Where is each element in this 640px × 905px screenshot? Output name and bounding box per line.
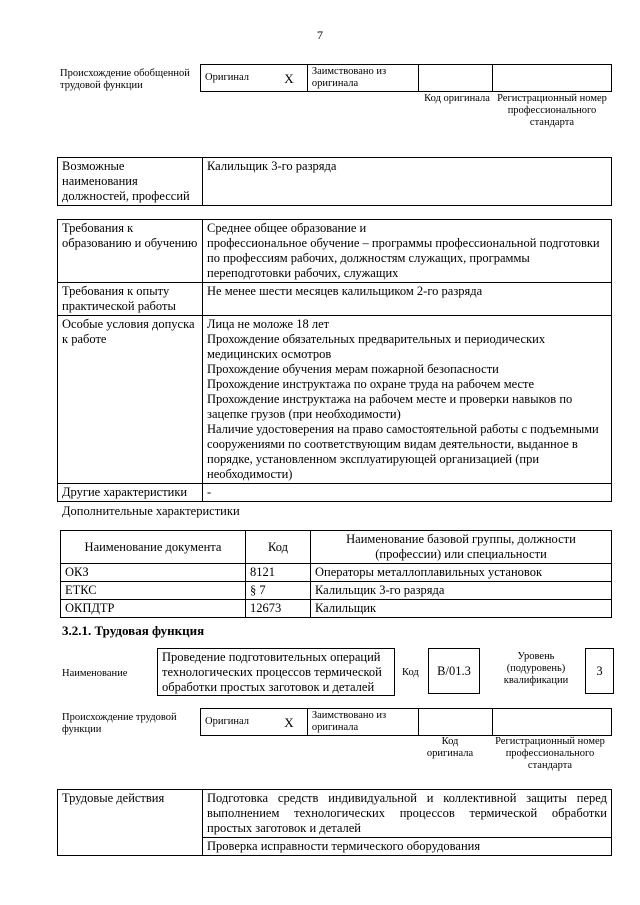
origin-label-2: Происхождение трудовой функции [62,712,177,735]
special-conditions-label: Особые условия допуска к работе [58,316,203,484]
special-condition-line: Прохождение инструктажа на рабочем месте и проверки навыков по зацепке грузов (при необходимости) [207,392,573,421]
code-original-cell-2 [418,709,493,736]
function-name-value: Проведение подготовительных операций технологических процессов термической обработки простых заготовок и деталей [162,650,382,694]
additional-cell: ОКПДТР [61,600,246,618]
additional-table [60,530,612,618]
additional-header: Код [246,531,311,564]
origin-label: Происхождение обобщенной трудовой функции [60,68,190,91]
borrowed-label: Заимствовано из оригинала [307,65,418,92]
reg-number-cell-2 [493,709,612,736]
function-heading: 3.2.1. Трудовая функция [62,623,205,638]
special-condition-line: Прохождение обязательных предварительных и периодических медицинских осмотров [207,332,546,361]
additional-header: Наименование базовой группы, должности (профессии) или специальности [311,531,612,564]
function-name-label: Наименование [62,668,128,679]
positions-label: Возможные наименования должностей, профессий [58,158,203,206]
level-value: 3 [596,664,603,678]
borrowed-label-2: Заимствовано из оригинала [307,709,418,736]
function-code-value: B/01.3 [437,664,471,678]
actions-label: Трудовые действия [58,790,203,856]
action-item: Подготовка средств индивидуальной и коллективной защиты перед выполнением технологических процессов термической обработки простых заготовок и деталей [203,790,612,838]
code-original-caption-2: Код оригинала [426,736,474,759]
additional-cell: § 7 [246,582,311,600]
other-value: - [203,484,612,502]
original-label: Оригинал [201,65,271,92]
action-item: Проверка исправности термического оборудования [203,838,612,856]
additional-cell: ЕТКС [61,582,246,600]
function-code-label: Код [402,667,419,678]
additional-cell: 12673 [246,600,311,618]
code-original-cell [418,65,493,92]
other-label: Другие характеристики [58,484,203,502]
requirements-table [57,219,612,502]
level-label: Уровень (подуровень) квалификации [503,651,569,686]
code-original-caption: Код оригинала [424,93,490,104]
positions-value: Калильщик 3-го разряда [203,158,612,206]
additional-header: Наименование документа [61,531,246,564]
actions-table [57,789,612,856]
function-name-box [157,648,395,696]
additional-cell: ОКЗ [61,564,246,582]
original-mark-2: X [271,709,307,736]
additional-title: Дополнительные характеристики [62,504,240,518]
additional-cell: Операторы металлоплавильных установок [311,564,612,582]
original-label-2: Оригинал [201,709,271,736]
education-line: Среднее общее образование и [207,221,367,235]
additional-cell: 8121 [246,564,311,582]
page-number: 7 [317,28,323,42]
level-box [585,648,614,694]
origin-table-2 [200,708,612,736]
additional-cell: Калильщик [311,600,612,618]
education-line: профессиональное обучение – программы профессиональной подготовки по профессиям рабочих, должностям служащих, программы переподготовки рабочих, служащих [207,236,600,280]
function-code-box [428,648,480,694]
additional-cell: Калильщик 3-го разряда [311,582,612,600]
special-condition-line: Прохождение обучения мерам пожарной безопасности [207,362,499,376]
special-condition-line: Наличие удостоверения на право самостоятельной работы с подъемными сооружениями по соответствующим видам деятельности, выданное в порядке, установленном эксплуатирующей организацией (при необходимости) [207,422,599,481]
original-mark: X [271,65,307,92]
education-label: Требования к образованию и обучению [58,220,203,283]
reg-number-caption-2: Регистрационный номер профессионального стандарта [495,736,605,771]
experience-label: Требования к опыту практической работы [58,283,203,316]
origin-table [200,64,612,92]
reg-number-caption: Регистрационный номер профессионального стандарта [497,93,607,128]
special-condition-line: Лица не моложе 18 лет [207,317,330,331]
positions-table [57,157,612,206]
reg-number-cell [493,65,612,92]
special-condition-line: Прохождение инструктажа по охране труда на рабочем месте [207,377,535,391]
experience-value: Не менее шести месяцев калильщиком 2-го разряда [203,283,612,316]
